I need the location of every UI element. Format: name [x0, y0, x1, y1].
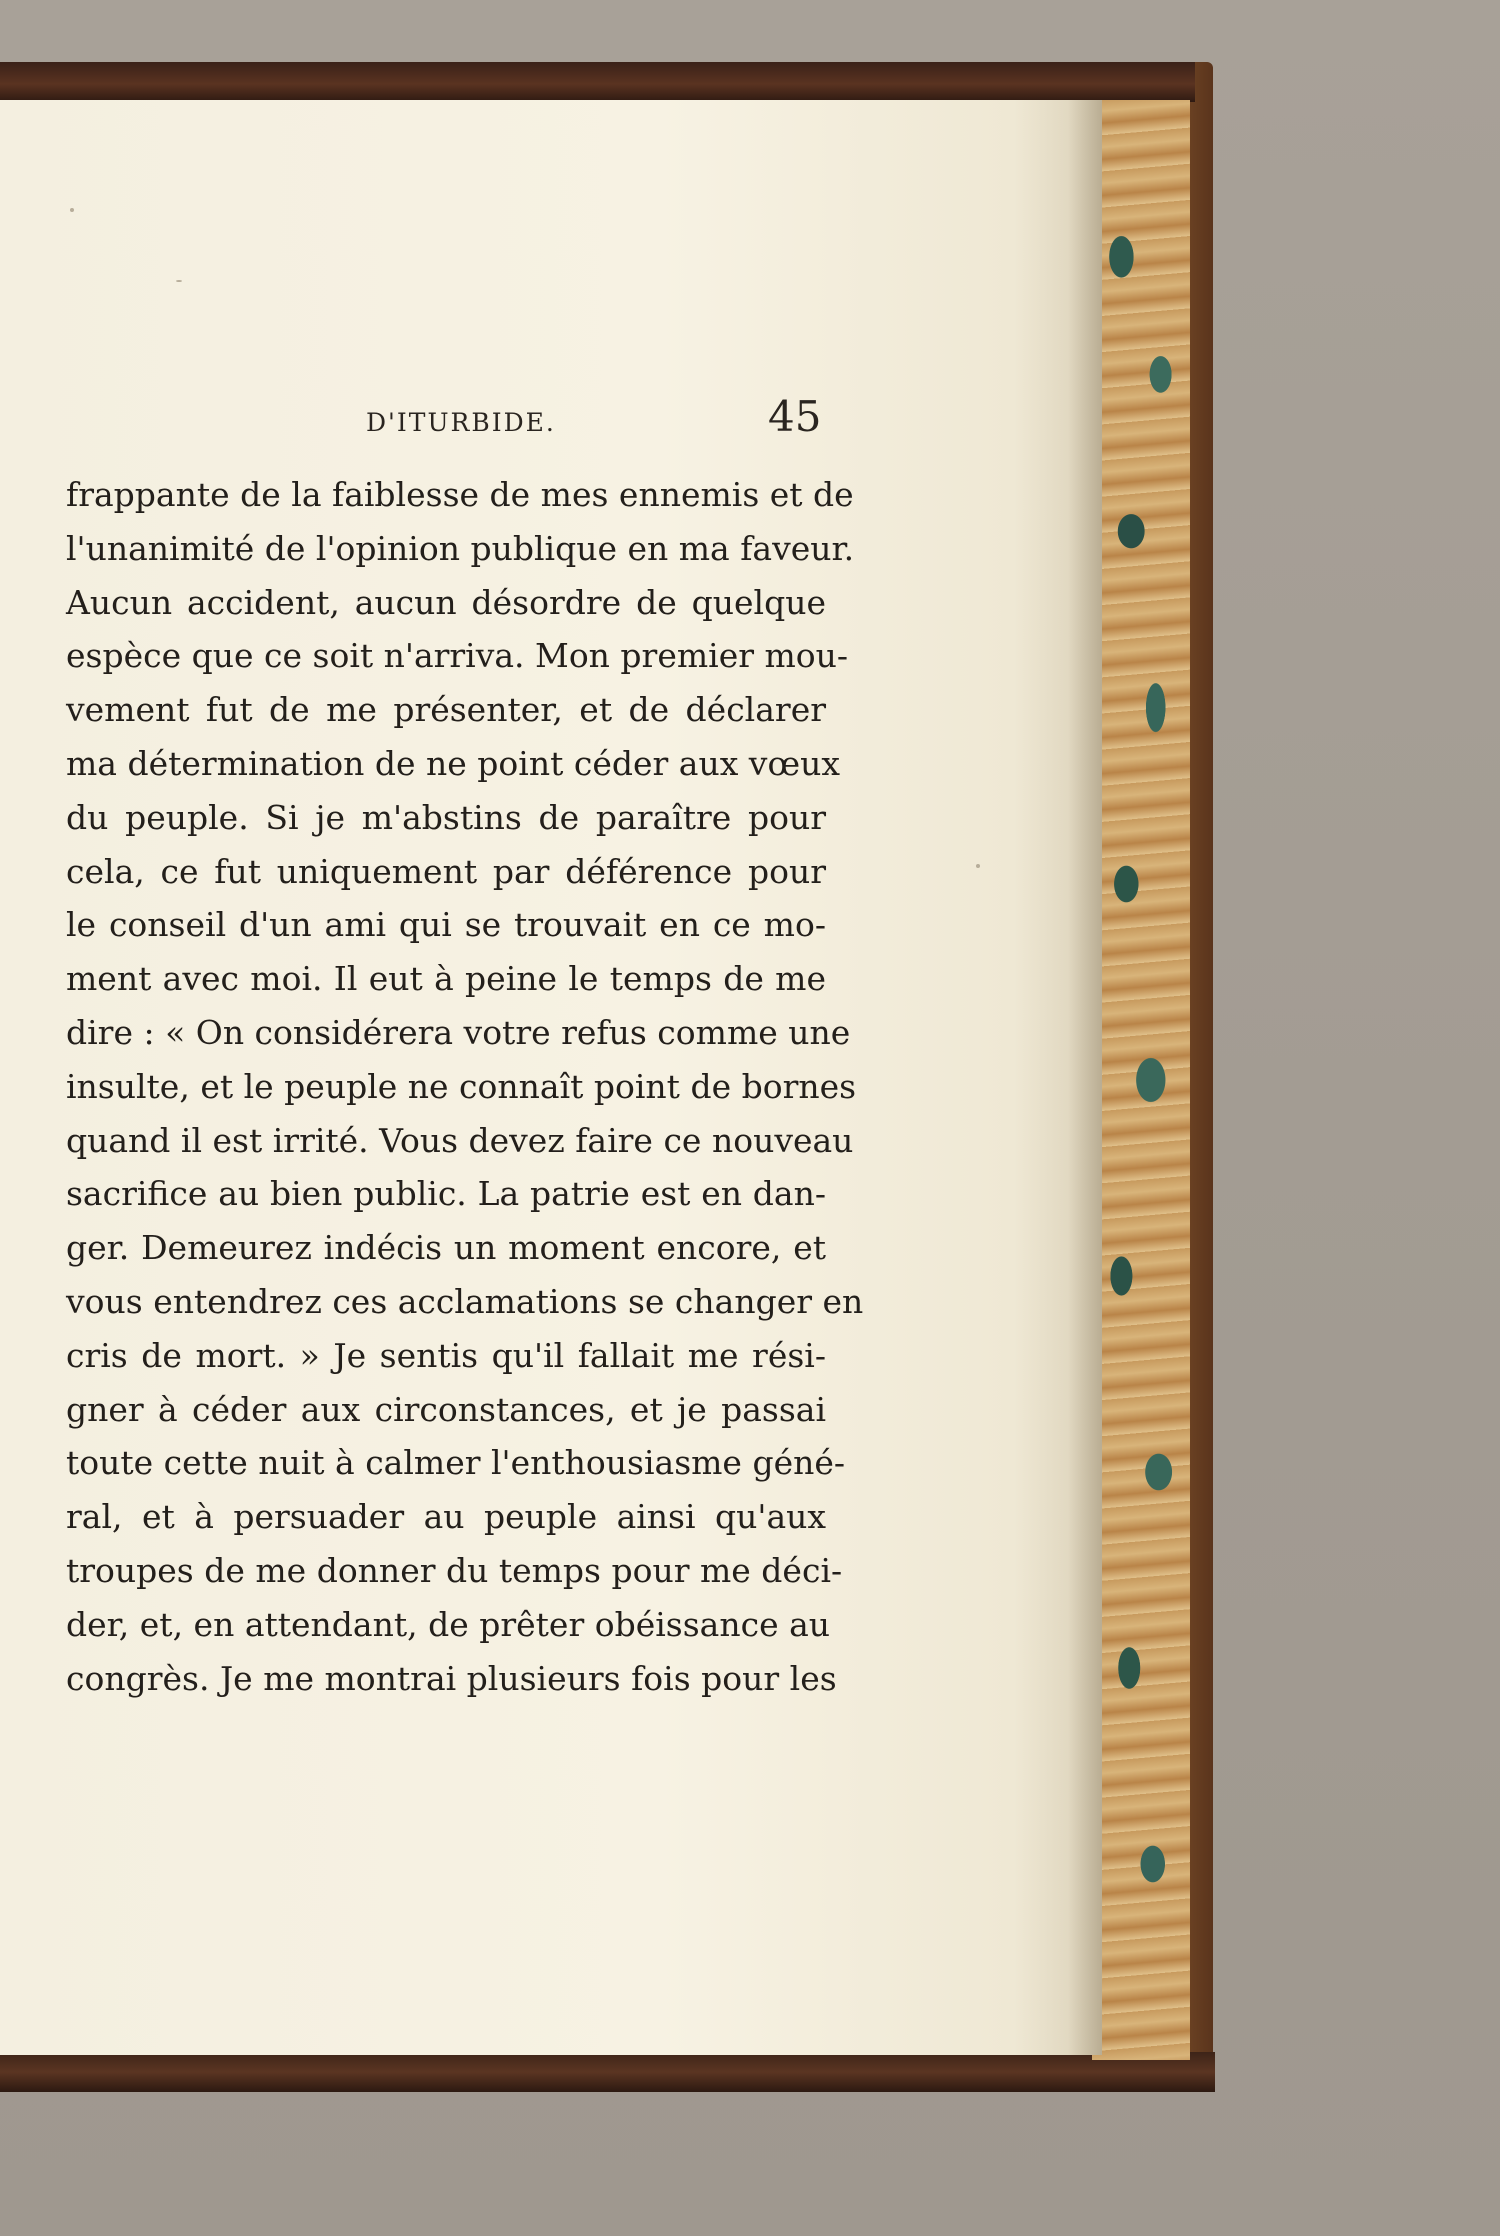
text-line: ma détermination de ne point céder aux vœux: [66, 743, 840, 783]
text-line: sacrifice au bien public. La patrie est en dan-: [66, 1174, 826, 1214]
text-line: quand il est irrité. Vous devez faire ce nouveau: [66, 1120, 854, 1160]
text-line: troupes de me donner du temps pour me déci-: [66, 1550, 843, 1590]
text-line: gner à céder aux circonstances, et je passai: [66, 1389, 826, 1429]
running-title: D'ITURBIDE.: [366, 408, 556, 437]
text-line: espèce que ce soit n'arriva. Mon premier mou-: [66, 636, 849, 676]
text-line: ger. Demeurez indécis un moment encore, et: [66, 1228, 826, 1268]
book-cover-top: [0, 62, 1195, 102]
paper-speck: [176, 280, 182, 282]
text-line: du peuple. Si je m'abstins de paraître pour: [66, 797, 826, 837]
body-text: [66, 468, 864, 1705]
text-line: ral, et à persuader au peuple ainsi qu'aux: [66, 1497, 826, 1537]
text-line: frappante de la faiblesse de mes ennemis et de: [66, 475, 854, 514]
text-line: der, et, en attendant, de prêter obéissance au: [66, 1604, 831, 1644]
paper-speck: [70, 208, 74, 212]
text-line: dire : « On considérera votre refus comme une: [66, 1012, 851, 1052]
text-line: vous entendrez ces acclamations se changer en: [66, 1281, 864, 1321]
text-line: ment avec moi. Il eut à peine le temps de me: [66, 959, 826, 999]
marbled-page-edge: [1092, 100, 1190, 2060]
text-line: cris de mort. » Je sentis qu'il fallait me rési-: [66, 1335, 826, 1375]
text-line: vement fut de me présenter, et de déclarer: [66, 690, 826, 730]
page-gutter-shadow: [1068, 100, 1102, 2055]
text-line: l'unanimité de l'opinion publique en ma faveur.: [66, 528, 855, 568]
text-line: Aucun accident, aucun désordre de quelque: [66, 582, 826, 622]
text-line: cela, ce fut uniquement par déférence pour: [66, 851, 826, 891]
page-number: 45: [768, 392, 822, 441]
text-line: le conseil d'un ami qui se trouvait en ce mo-: [66, 905, 826, 945]
book-cover-bottom: [0, 2052, 1215, 2092]
text-line: toute cette nuit à calmer l'enthousiasme géné-: [66, 1443, 846, 1483]
text-line: insulte, et le peuple ne connaît point de bornes: [66, 1066, 857, 1106]
paper-speck: [976, 864, 980, 868]
text-line: congrès. Je me montrai plusieurs fois pour les: [66, 1658, 837, 1698]
